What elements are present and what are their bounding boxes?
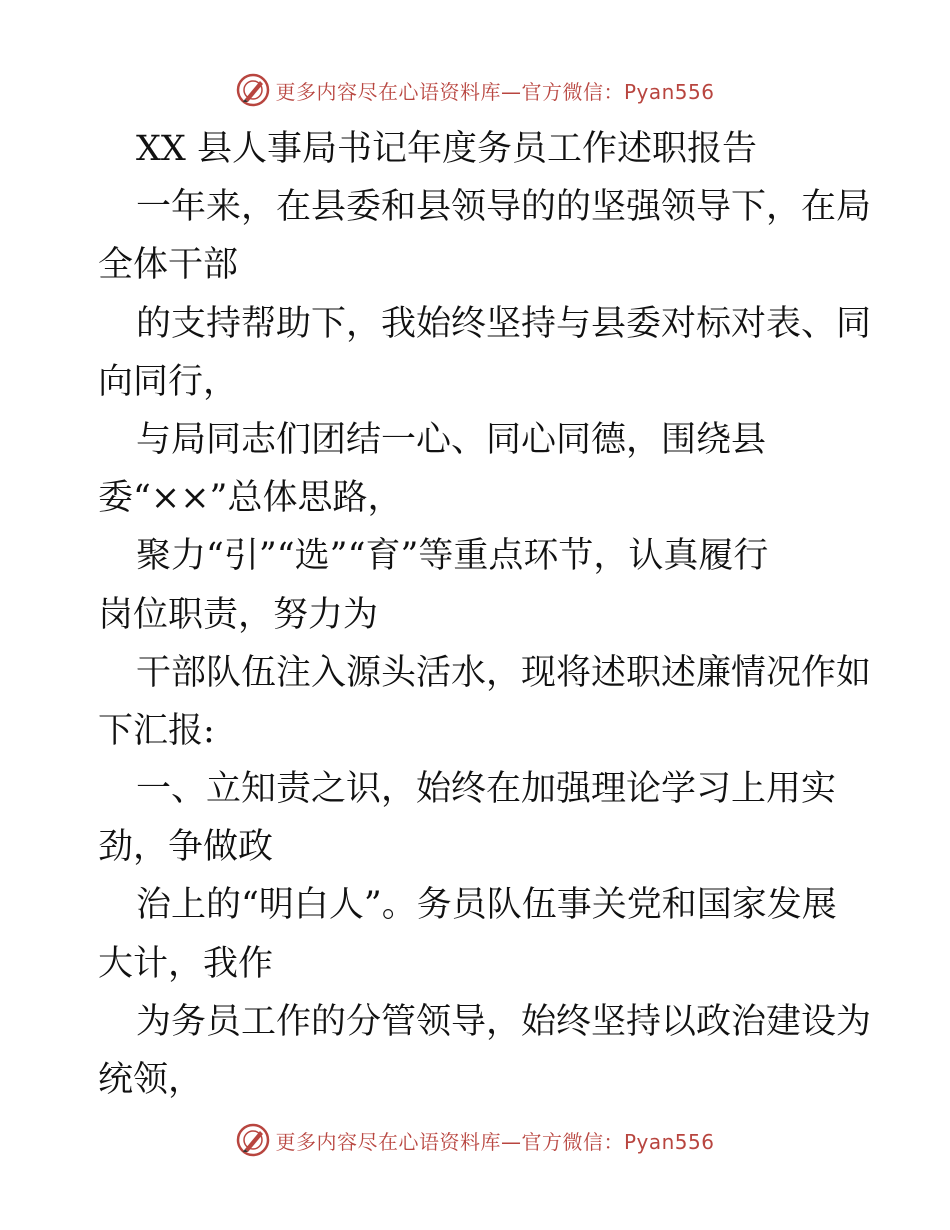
pen-seal-icon: [235, 1122, 271, 1158]
document-body: [98, 120, 872, 1109]
text-line: 全体干部: [98, 245, 239, 286]
text-line: 与局同志们团结一心、同心同德，围绕县: [136, 419, 767, 460]
watermark-text: 更多内容尽在心语资料库—官方微信：Pyan556: [275, 1129, 715, 1154]
pen-seal-icon: [235, 72, 271, 108]
text-line: 治上的“明白人”。务员队伍事关党和国家发展: [136, 885, 837, 926]
text-line: 大计，我作: [98, 943, 274, 984]
header-watermark-banner: [0, 70, 950, 110]
text-line: 一、立知责之识，始终在加强理论学习上用实: [136, 769, 837, 810]
text-line: 劲，争做政: [98, 827, 274, 868]
text-line: 干部队伍注入源头活水，现将述职述廉情况作如: [136, 652, 872, 693]
text-line: 委“××”总体思路，: [98, 478, 403, 519]
text-line: 一年来，在县委和县领导的的坚强领导下，在局: [136, 187, 872, 228]
text-line: 统领，: [98, 1060, 204, 1100]
text-line: 聚力“引”“选”“育”等重点环节，认真履行: [136, 536, 769, 577]
text-line: 岗位职责，努力为: [98, 594, 379, 635]
document-title: XX 县人事局书记年度务员工作述职报告: [136, 129, 757, 169]
text-line: 为务员工作的分管领导，始终坚持以政治建设为: [136, 1001, 872, 1042]
watermark-text: 更多内容尽在心语资料库—官方微信：Pyan556: [275, 79, 715, 104]
text-line: 的支持帮助下，我始终坚持与县委对标对表、同: [136, 303, 872, 344]
footer-watermark-banner: [0, 1120, 950, 1160]
text-line: 向同行，: [98, 361, 239, 402]
text-line: 下汇报:: [98, 710, 215, 751]
